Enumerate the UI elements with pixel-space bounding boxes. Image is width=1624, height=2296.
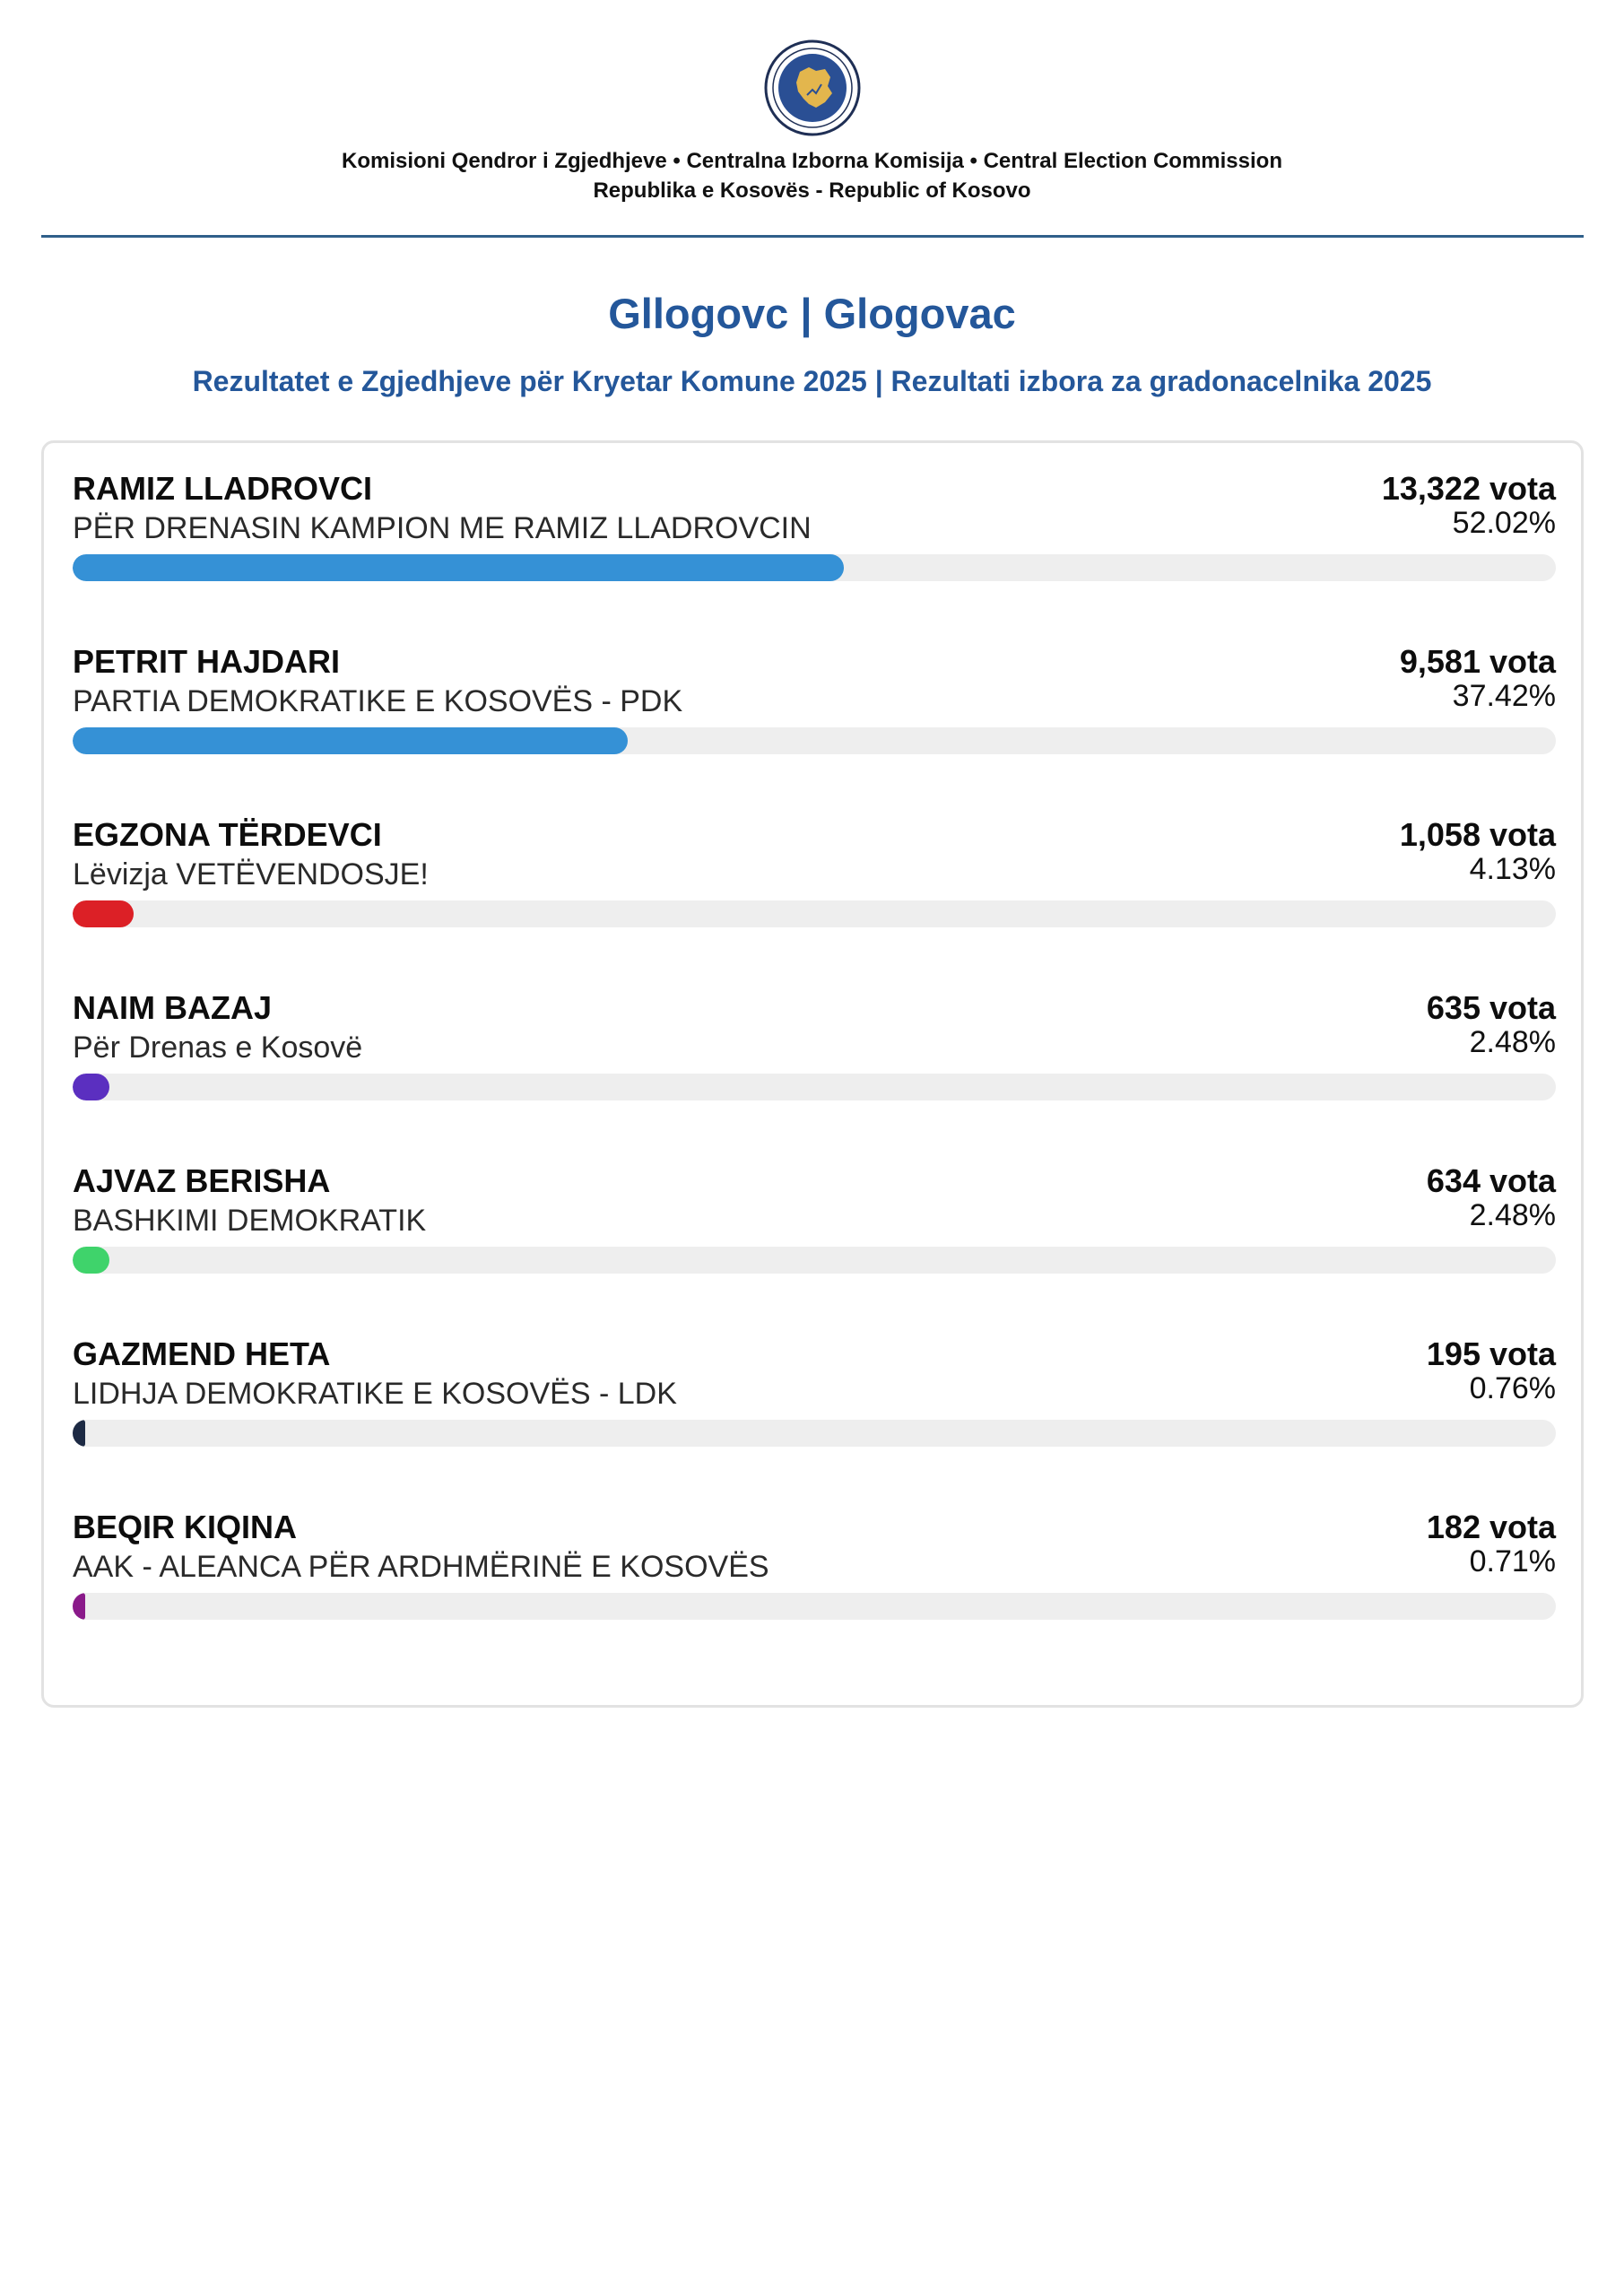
header-divider bbox=[41, 235, 1584, 238]
page-title: Gllogovc | Glogovac bbox=[608, 290, 1016, 337]
vote-bar-track bbox=[73, 727, 1556, 754]
candidate-party: BASHKIMI DEMOKRATIK bbox=[73, 1204, 427, 1238]
candidate-party: Lëvizja VETËVENDOSJE! bbox=[73, 857, 429, 891]
candidate-name: PETRIT HAJDARI bbox=[73, 643, 341, 680]
vote-bar-fill bbox=[73, 1247, 109, 1274]
vote-bar-fill bbox=[73, 1593, 85, 1620]
vote-bar-fill bbox=[73, 554, 844, 581]
candidate-percent: 2.48% bbox=[1469, 1025, 1556, 1059]
vote-bar-track bbox=[73, 1247, 1556, 1274]
candidate-votes: 634 vota bbox=[1426, 1162, 1556, 1199]
candidate-percent: 0.71% bbox=[1469, 1544, 1556, 1578]
candidate-row bbox=[73, 1309, 1556, 1443]
candidate-row bbox=[73, 616, 1556, 751]
candidate-votes: 195 vota bbox=[1426, 1335, 1556, 1372]
vote-bar-track bbox=[73, 1420, 1556, 1447]
org-name-line: Komisioni Qendror i Zgjedhjeve • Centralna Izborna Komisija • Central Election Commission bbox=[342, 149, 1282, 173]
candidate-party: LIDHJA DEMOKRATIKE E KOSOVËS - LDK bbox=[73, 1377, 677, 1411]
vote-bar-track bbox=[73, 1593, 1556, 1620]
candidate-row bbox=[73, 789, 1556, 924]
candidate-percent: 2.48% bbox=[1469, 1198, 1556, 1232]
candidate-party: Për Drenas e Kosovë bbox=[73, 1031, 363, 1065]
candidate-row bbox=[73, 1135, 1556, 1270]
candidate-party: AAK - ALEANCA PËR ARDHMËRINË E KOSOVËS bbox=[73, 1550, 769, 1584]
candidate-votes: 1,058 vota bbox=[1399, 816, 1556, 853]
candidate-party: PARTIA DEMOKRATIKE E KOSOVËS - PDK bbox=[73, 684, 683, 718]
candidate-party: PËR DRENASIN KAMPION ME RAMIZ LLADROVCIN bbox=[73, 511, 812, 545]
candidate-percent: 0.76% bbox=[1469, 1371, 1556, 1405]
results-card bbox=[41, 440, 1584, 1708]
candidate-name: RAMIZ LLADROVCI bbox=[73, 470, 372, 507]
vote-bar-track bbox=[73, 554, 1556, 581]
candidate-percent: 37.42% bbox=[1452, 679, 1556, 713]
candidate-name: AJVAZ BERISHA bbox=[73, 1162, 331, 1199]
vote-bar-fill bbox=[73, 900, 134, 927]
candidate-name: BEQIR KIQINA bbox=[73, 1509, 298, 1545]
candidate-votes: 9,581 vota bbox=[1399, 643, 1556, 680]
candidate-row bbox=[73, 962, 1556, 1097]
kqz-seal-logo bbox=[764, 39, 861, 136]
candidate-row bbox=[73, 443, 1556, 578]
vote-bar-fill bbox=[73, 727, 628, 754]
candidate-percent: 4.13% bbox=[1469, 852, 1556, 886]
candidate-votes: 13,322 vota bbox=[1381, 470, 1556, 507]
vote-bar-track bbox=[73, 1074, 1556, 1100]
candidate-name: EGZONA TËRDEVCI bbox=[73, 816, 382, 853]
candidate-votes: 182 vota bbox=[1426, 1509, 1556, 1545]
candidate-name: NAIM BAZAJ bbox=[73, 989, 272, 1026]
candidate-name: GAZMEND HETA bbox=[73, 1335, 331, 1372]
vote-bar-track bbox=[73, 900, 1556, 927]
candidate-votes: 635 vota bbox=[1426, 989, 1556, 1026]
page-subtitle: Rezultatet e Zgjedhjeve për Kryetar Komune 2025 | Rezultati izbora za gradonacelnika 2025 bbox=[192, 365, 1432, 397]
vote-bar-fill bbox=[73, 1420, 85, 1447]
candidate-row bbox=[73, 1482, 1556, 1616]
org-country-line: Republika e Kosovës - Republic of Kosovo bbox=[593, 178, 1031, 203]
vote-bar-fill bbox=[73, 1074, 109, 1100]
candidate-percent: 52.02% bbox=[1452, 506, 1556, 540]
